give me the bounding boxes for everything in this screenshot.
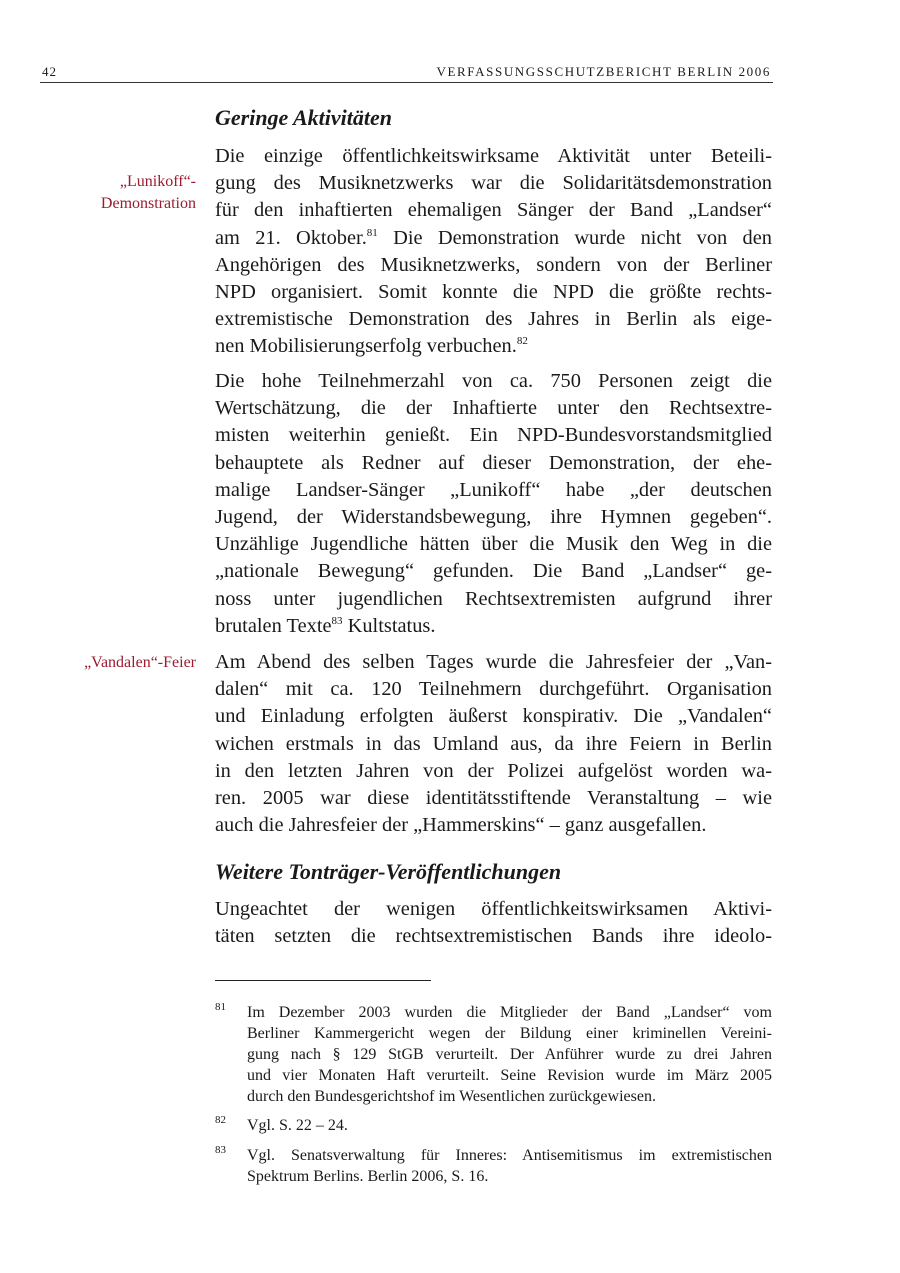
text-line: Die einzige öffentlichkeitswirksame Aktivität unter Beteili-	[215, 145, 772, 167]
text-line: extremistische Demonstration des Jahres in Berlin als eige-	[215, 308, 772, 331]
text-line: Unzählige Jugendliche hätten über die Musik den Weg in die	[215, 533, 772, 556]
section-heading-geringe-aktivitaeten: Geringe Aktivitäten	[215, 105, 393, 130]
margin-note-lunikoff-line1: „Lunikoff“-	[119, 173, 196, 190]
footnote-line: durch den Bundesgerichtshof im Wesentlichen zurückgewiesen.	[247, 1088, 656, 1105]
text-line: dalen“ mit ca. 120 Teilnehmern durchgeführt. Organisation	[215, 678, 772, 701]
text-line: Die hohe Teilnehmerzahl von ca. 750 Personen zeigt die	[215, 370, 772, 392]
text-line: misten weiterhin genießt. Ein NPD-Bundesvorstandsmitglied	[215, 424, 772, 447]
text-line: „nationale Bewegung“ gefunden. Die Band „Landser“ ge-	[215, 560, 772, 583]
margin-note-vandalen: „Vandalen“-Feier	[84, 654, 196, 671]
text-line: ren. 2005 war diese identitätsstiftende Veranstaltung – wie	[215, 787, 772, 810]
text-fragment: am 21. Oktober.	[215, 226, 367, 249]
text-line: und Einladung erfolgten äußerst konspirativ. Die „Vandalen“	[215, 705, 772, 728]
footnote-line: Berliner Kammergericht wegen der Bildung einer kriminellen Vereini-	[247, 1025, 772, 1042]
footnote-line: Vgl. Senatsverwaltung für Inneres: Antisemitismus im extremistischen	[247, 1147, 772, 1164]
text-line: NPD organisiert. Somit konnte die NPD die größte rechts-	[215, 281, 772, 304]
text-line: für den inhaftierten ehemaligen Sänger der Band „Landser“	[215, 199, 772, 222]
footnote-ref-81: 81	[366, 226, 378, 239]
footnote-number: 83	[215, 1144, 226, 1156]
text-line-with-footnote	[215, 333, 772, 360]
paragraph-4	[215, 896, 772, 950]
text-line-with-footnote	[215, 225, 772, 252]
text-fragment: Die Demonstration wurde nicht von den	[377, 226, 772, 249]
text-line: Wertschätzung, die der Inhaftierte unter den Rechtsextre-	[215, 397, 772, 420]
text-line: malige Landser-Sänger „Lunikoff“ habe „der deutschen	[215, 478, 772, 501]
footnote-83	[215, 1145, 772, 1187]
text-line: gung des Musiknetzwerks war die Solidaritätsdemonstration	[215, 172, 772, 195]
paragraph-1	[215, 143, 772, 361]
margin-note-lunikoff	[60, 171, 196, 215]
text-fragment: Kultstatus.	[342, 614, 436, 637]
paragraph-3	[215, 649, 772, 839]
footnote-ref-83: 83	[331, 615, 343, 628]
text-fragment: nen Mobilisierungserfolg verbuchen.	[215, 335, 517, 358]
footnote-ref-82: 82	[516, 335, 528, 348]
footnote-number: 82	[215, 1114, 226, 1126]
footnote-line: Vgl. S. 22 – 24.	[247, 1117, 348, 1134]
footnote-81	[215, 1002, 772, 1107]
text-line-with-footnote	[215, 613, 772, 640]
footnote-line: Im Dezember 2003 wurden die Mitglieder der Band „Landser“ vom	[247, 1004, 772, 1021]
text-line: Jugend, der Widerstandsbewegung, ihre Hymnen gegeben“.	[215, 506, 772, 529]
footnote-line: und vier Monaten Haft verurteilt. Seine Revision wurde im März 2005	[247, 1067, 772, 1084]
margin-note-lunikoff-line2: Demonstration	[100, 195, 196, 212]
footnote-line: gung nach § 129 StGB verurteilt. Der Anführer wurde zu drei Jahren	[247, 1046, 772, 1063]
page-number: 42	[42, 64, 57, 79]
footnote-separator	[215, 980, 431, 981]
footnote-number: 81	[215, 1001, 226, 1013]
text-line: Ungeachtet der wenigen öffentlichkeitswirksamen Aktivi-	[215, 898, 772, 920]
text-line: wichen erstmals in das Umland aus, da ihre Feiern in Berlin	[215, 732, 772, 755]
section-heading-tontraeger: Weitere Tonträger-Veröffentlichungen	[215, 859, 562, 884]
footnote-line: Spektrum Berlins. Berlin 2006, S. 16.	[247, 1168, 489, 1185]
text-line: in den letzten Jahren von der Polizei aufgelöst worden wa-	[215, 759, 772, 782]
text-line: noss unter jugendlichen Rechtsextremisten aufgrund ihrer	[215, 587, 772, 610]
text-line: auch die Jahresfeier der „Hammerskins“ – ganz ausgefallen.	[215, 814, 707, 837]
text-line: täten setzten die rechtsextremistischen Bands ihre ideolo-	[215, 925, 772, 948]
text-fragment: brutalen Texte	[215, 614, 332, 637]
text-line: Angehörigen des Musiknetzwerks, sondern von der Berliner	[215, 253, 772, 276]
footnote-82	[215, 1115, 772, 1136]
page-header	[40, 60, 773, 83]
running-title: VERFASSUNGSSCHUTZBERICHT BERLIN 2006	[436, 64, 771, 79]
text-line: behauptete als Redner auf dieser Demonstration, der ehe-	[215, 451, 772, 474]
text-line: Am Abend des selben Tages wurde die Jahresfeier der „Van-	[215, 651, 772, 673]
paragraph-2	[215, 368, 772, 640]
